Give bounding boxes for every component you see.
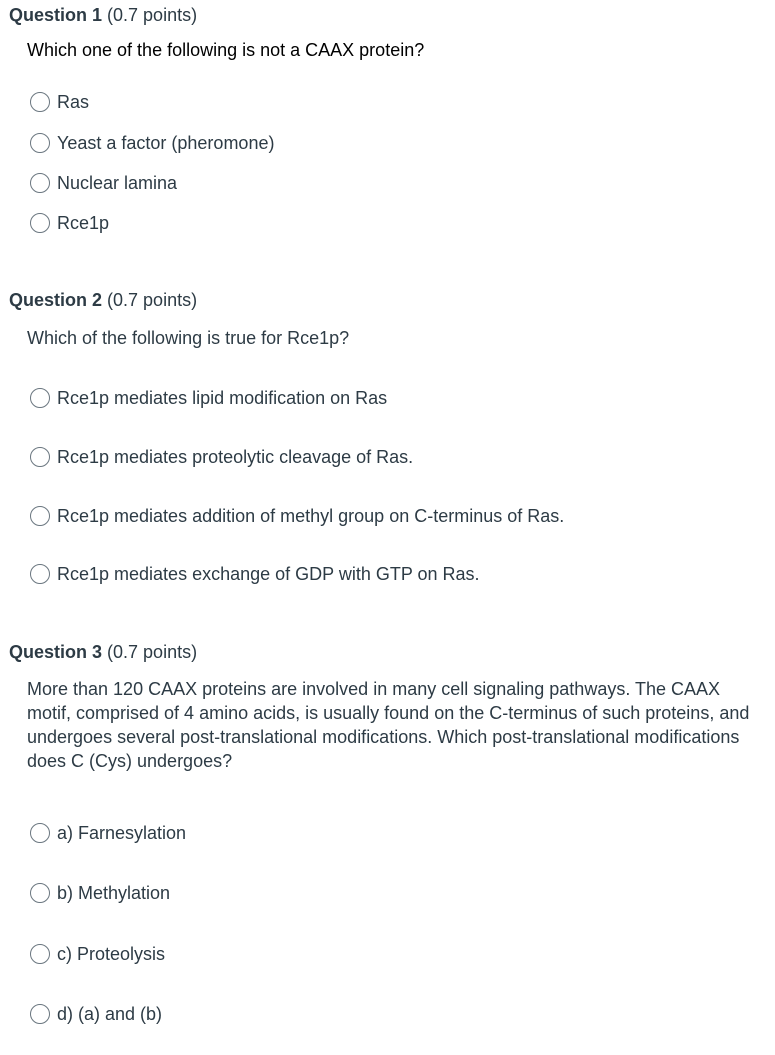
- radio-button[interactable]: [30, 388, 50, 408]
- question-1-option-3[interactable]: [30, 170, 177, 196]
- question-3-option-1[interactable]: [30, 820, 186, 846]
- option-label: d) (a) and (b): [57, 1004, 163, 1024]
- option-label: Rce1p mediates addition of methyl group on C-terminus of Ras.: [57, 506, 565, 526]
- option-label: Rce1p mediates exchange of GDP with GTP on Ras.: [57, 564, 480, 584]
- radio-button[interactable]: [30, 133, 50, 153]
- question-2-text: Which of the following is true for Rce1p?: [27, 328, 350, 348]
- radio-button[interactable]: [30, 173, 50, 193]
- question-1-option-2[interactable]: [30, 130, 274, 156]
- option-label: a) Farnesylation: [57, 823, 187, 843]
- question-3-option-2[interactable]: [30, 880, 170, 906]
- question-2-option-4[interactable]: [30, 561, 480, 587]
- question-points: (0.7 points): [107, 642, 198, 662]
- question-number: Question 3: [9, 642, 103, 662]
- radio-button[interactable]: [30, 564, 50, 584]
- radio-button[interactable]: [30, 883, 50, 903]
- radio-button[interactable]: [30, 506, 50, 526]
- radio-button[interactable]: [30, 447, 50, 467]
- option-label: Rce1p mediates lipid modification on Ras: [57, 388, 388, 408]
- question-1-option-1[interactable]: [30, 89, 89, 115]
- radio-button[interactable]: [30, 823, 50, 843]
- option-label: Rce1p mediates proteolytic cleavage of Ras.: [57, 447, 414, 467]
- question-number: Question 1: [9, 5, 103, 25]
- option-label: Rce1p: [57, 213, 110, 233]
- option-label: c) Proteolysis: [57, 944, 166, 964]
- question-3-option-3[interactable]: [30, 941, 165, 967]
- question-number: Question 2: [9, 290, 103, 310]
- question-points: (0.7 points): [107, 290, 198, 310]
- question-2-option-3[interactable]: [30, 503, 564, 529]
- radio-button[interactable]: [30, 92, 50, 112]
- radio-button[interactable]: [30, 213, 50, 233]
- option-label: Nuclear lamina: [57, 173, 178, 193]
- option-label: Ras: [57, 92, 90, 112]
- question-2-option-1[interactable]: [30, 385, 387, 411]
- question-points: (0.7 points): [107, 5, 198, 25]
- question-1-text: Which one of the following is not a CAAX protein?: [27, 40, 425, 60]
- question-2-option-2[interactable]: [30, 444, 413, 470]
- question-3-text: More than 120 CAAX proteins are involved in many cell signaling pathways. The CAAX motif, comprised of 4 amino acids, is usually found on the C-terminus of such proteins, and undergoes several post-translational modifications. Which post-translational modifications does C (Cys) undergoes?: [27, 679, 750, 771]
- question-3-header: [9, 641, 197, 663]
- option-label: b) Methylation: [57, 883, 171, 903]
- option-label: Yeast a factor (pheromone): [57, 133, 275, 153]
- radio-button[interactable]: [30, 944, 50, 964]
- question-2-header: [9, 289, 197, 311]
- radio-button[interactable]: [30, 1004, 50, 1024]
- question-1-header: [9, 4, 197, 26]
- question-1-option-4[interactable]: [30, 210, 109, 236]
- question-3-option-4[interactable]: [30, 1001, 162, 1027]
